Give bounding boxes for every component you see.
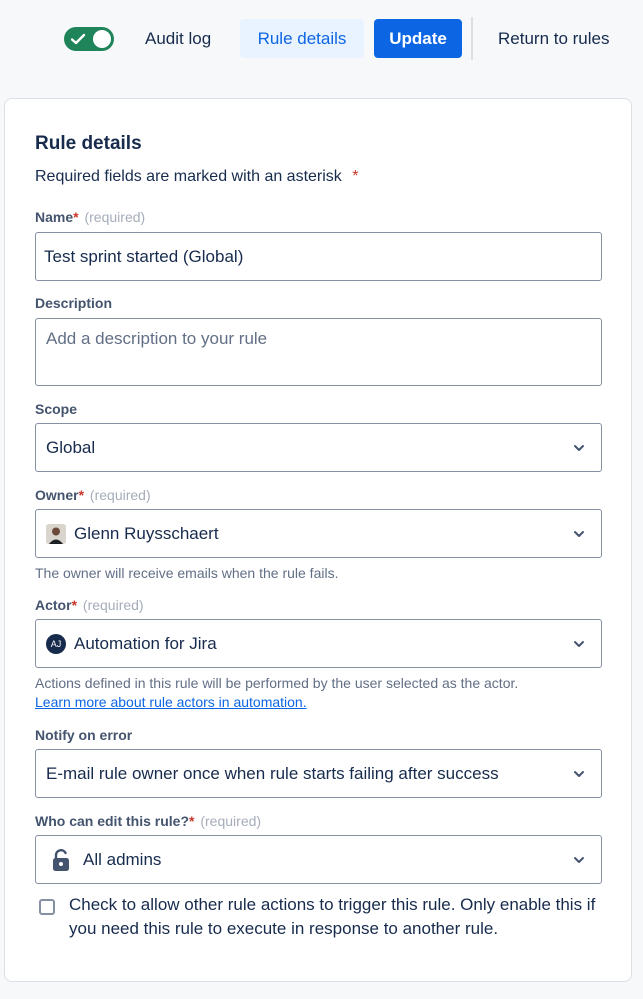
rule-details-button[interactable]: Rule details: [240, 19, 364, 58]
edit-permission-label: [35, 813, 261, 829]
update-button[interactable]: Update: [374, 19, 462, 58]
chevron-down-icon: [573, 855, 585, 865]
description-textarea[interactable]: [35, 318, 602, 386]
actor-select[interactable]: [35, 619, 602, 668]
required-asterisk: *: [71, 597, 78, 613]
allow-trigger-text: Check to allow other rule actions to trigger this rule. Only enable this if you need this rule to execute in response to another rule.: [69, 895, 596, 938]
scope-label: Scope: [35, 401, 78, 417]
name-input-value: Test sprint started (Global): [44, 246, 244, 266]
edit-permission-select[interactable]: [35, 835, 602, 884]
rule-actors-link[interactable]: Learn more about rule actors in automation.: [35, 694, 307, 710]
owner-label: [35, 487, 151, 503]
top-toolbar: [0, 0, 643, 78]
rule-details-card: [4, 98, 632, 982]
required-asterisk: *: [73, 209, 79, 225]
scope-value: Global: [46, 437, 96, 457]
edit-label-text: Who can edit this rule?: [35, 813, 190, 829]
scope-select[interactable]: [35, 423, 602, 472]
required-tag: (required): [200, 813, 262, 829]
required-fields-note: [35, 168, 359, 186]
required-asterisk: *: [352, 168, 359, 185]
owner-avatar: [46, 524, 66, 544]
required-note-text: Required fields are marked with an asterisk: [35, 168, 342, 185]
edit-value-wrap: [52, 836, 161, 883]
required-tag: (required): [84, 209, 146, 225]
toolbar-divider: [471, 17, 473, 60]
actor-helper-text: Actions defined in this rule will be performed by the user selected as the actor.: [35, 675, 519, 691]
notify-value: E-mail rule owner once when rule starts failing after success: [46, 763, 499, 783]
audit-log-button[interactable]: Audit log: [145, 28, 212, 48]
unlock-icon: [52, 849, 70, 871]
check-icon: [70, 31, 86, 47]
owner-select[interactable]: [35, 509, 602, 558]
allow-trigger-checkbox[interactable]: [39, 899, 55, 915]
chevron-down-icon: [573, 443, 585, 453]
name-label: [35, 209, 145, 225]
owner-helper-text: The owner will receive emails when the rule fails.: [35, 565, 339, 581]
actor-avatar: AJ: [46, 634, 66, 654]
owner-name: Glenn Ruysschaert: [74, 523, 219, 543]
name-input[interactable]: [35, 232, 602, 281]
required-asterisk: *: [189, 813, 195, 829]
chevron-down-icon: [573, 769, 585, 779]
chevron-down-icon: [573, 639, 585, 649]
actor-name: Automation for Jira: [74, 633, 217, 653]
toggle-knob: [93, 30, 111, 48]
chevron-down-icon: [573, 529, 585, 539]
actor-label-text: Actor: [35, 597, 72, 613]
required-asterisk: *: [78, 487, 85, 503]
return-to-rules-button[interactable]: Return to rules: [498, 28, 610, 48]
person-icon: [46, 524, 66, 544]
actor-value-wrap: [46, 620, 217, 667]
notify-select[interactable]: [35, 749, 602, 798]
owner-label-text: Owner: [35, 487, 79, 503]
name-label-text: Name: [35, 209, 74, 225]
owner-value-wrap: [46, 510, 219, 557]
edit-value: All admins: [83, 849, 162, 869]
required-tag: (required): [89, 487, 151, 503]
card-title: Rule details: [35, 133, 142, 154]
description-placeholder: Add a description to your rule: [46, 329, 268, 348]
notify-label: Notify on error: [35, 727, 133, 743]
required-tag: (required): [82, 597, 144, 613]
description-label: Description: [35, 295, 113, 311]
actor-label: [35, 597, 144, 613]
rule-enabled-toggle[interactable]: [64, 27, 114, 51]
